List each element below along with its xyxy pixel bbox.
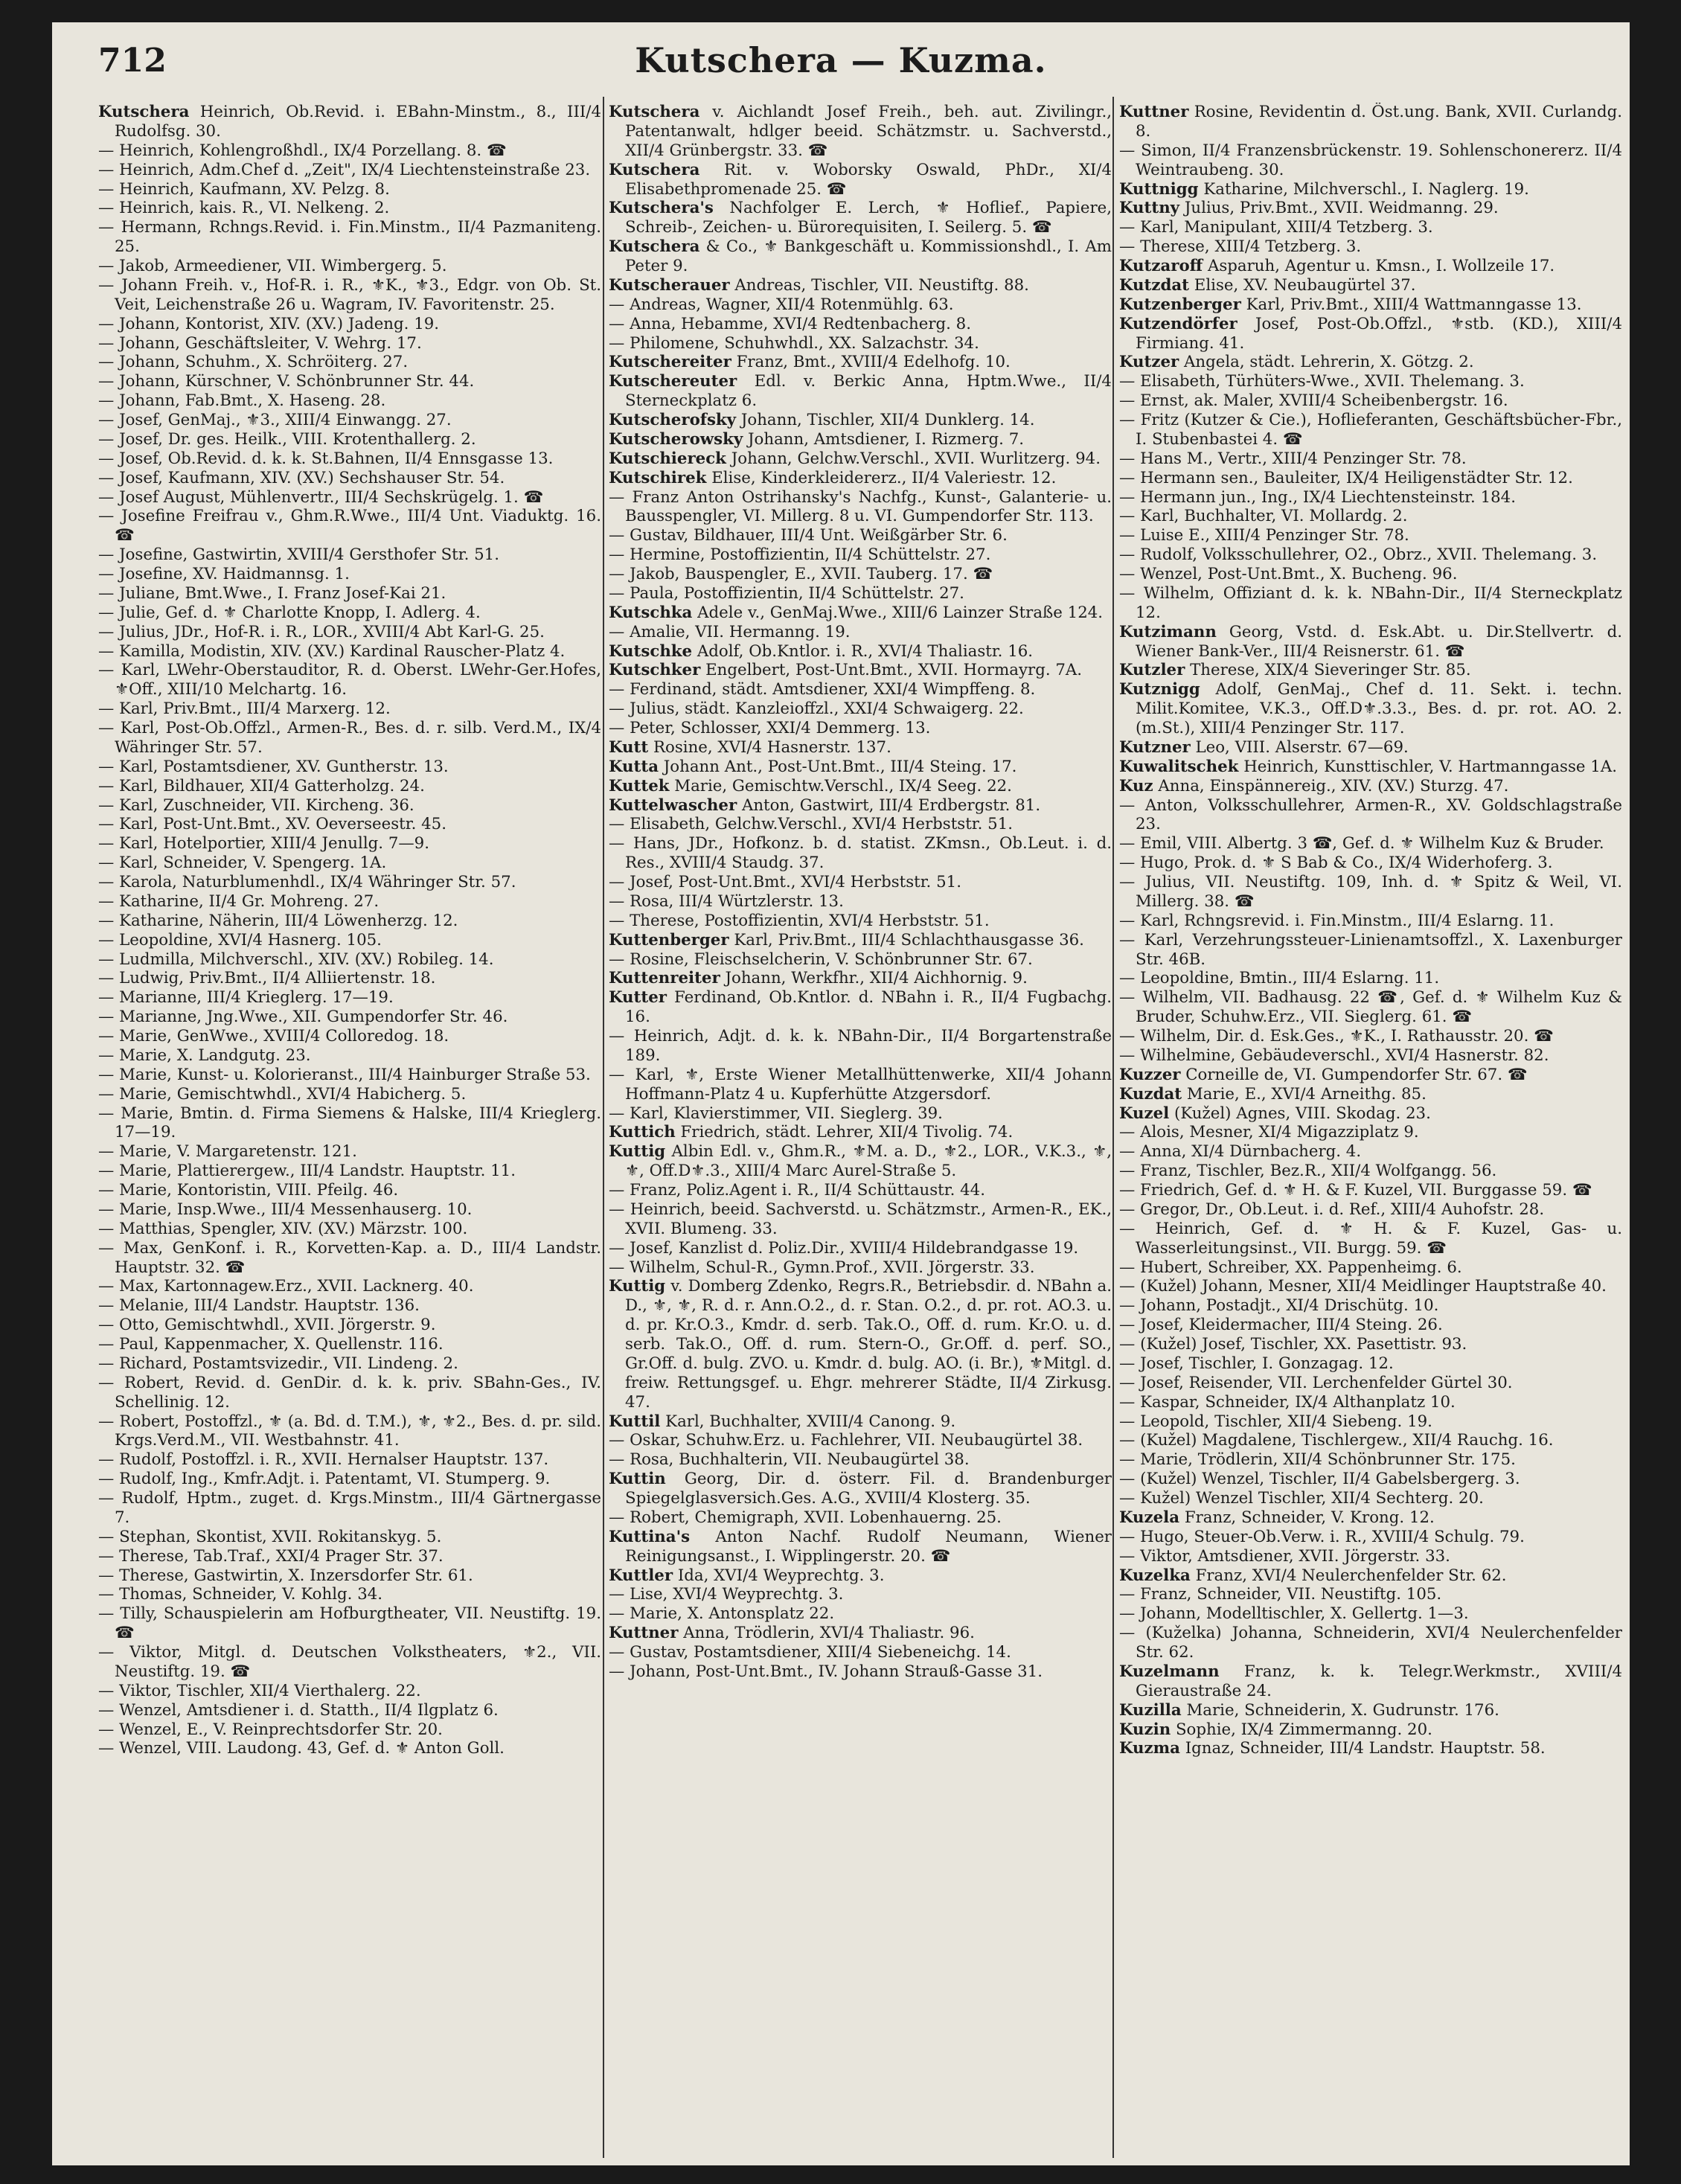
directory-entry: Kutschereuter Edl. v. Berkic Anna, Hptm.Wwe., II/4 Sterneckplatz 6. xyxy=(609,372,1112,411)
entry-surname: Kutzenberger xyxy=(1119,295,1241,314)
directory-entry: — Karl, LWehr-Oberstauditor, R. d. Oberst. LWehr-Ger.Hofes, ⚜Off., XIII/10 Melchartg. 16. xyxy=(98,661,601,699)
directory-entry: — Peter, Schlosser, XXI/4 Demmerg. 13. xyxy=(609,719,931,737)
directory-entry: — Andreas, Wagner, XII/4 Rotenmühlg. 63. xyxy=(609,295,954,314)
directory-entry: — Marie, Kontoristin, VIII. Pfeilg. 46. xyxy=(98,1181,399,1200)
directory-entry: — Gustav, Bildhauer, III/4 Unt. Weißgärber Str. 6. xyxy=(609,526,1008,545)
entry-surname: Kuttelwascher xyxy=(609,795,737,815)
directory-entry: — Wilhelm, Schul-R., Gymn.Prof., XVII. Jörgerstr. 33. xyxy=(609,1258,1035,1277)
directory-entry: Kutschiereck Johann, Gelchw.Verschl., XVII. Wurlitzerg. 94. xyxy=(609,449,1101,468)
directory-entry: — Wilhelm, Dir. d. Esk.Ges., ⚜K., I. Rathausstr. 20. ☎ xyxy=(1119,1027,1554,1045)
directory-entry: — Rudolf, Postoffzl. i. R., XVII. Hernalser Hauptstr. 137. xyxy=(98,1450,549,1470)
directory-entry: — Wenzel, VIII. Laudong. 43, Gef. d. ⚜ Anton Goll. xyxy=(98,1739,505,1758)
directory-entry: — Hans, JDr., Hofkonz. b. d. statist. ZKmsn., Ob.Leut. i. d. Res., XVIII/4 Staudg. 37. xyxy=(609,834,1112,873)
directory-entry: — Paul, Kappenmacher, X. Quellenstr. 116. xyxy=(98,1335,444,1354)
directory-entry: — Marie, Gemischtwhdl., XVI/4 Habicherg. 5. xyxy=(98,1084,467,1104)
directory-entry: — Karl, Post-Unt.Bmt., XV. Oeverseestr. 45. xyxy=(98,815,446,834)
directory-entry: — Wenzel, Amtsdiener i. d. Statth., II/4 Ilgplatz 6. xyxy=(98,1700,499,1720)
directory-entry: Kuzelka Franz, XVI/4 Neulerchenfelder Str. 62. xyxy=(1119,1566,1507,1585)
directory-entry: — Rosa, III/4 Würtzlerstr. 13. xyxy=(609,891,844,911)
entry-surname: Kutschera xyxy=(609,160,700,179)
entry-surname: Kutschera xyxy=(609,237,700,257)
entry-surname: Kuttina's xyxy=(609,1527,691,1546)
directory-entry: — Josef, GenMaj., ⚜3., XIII/4 Einwangg. 27. xyxy=(98,411,452,429)
directory-entry: — Heinrich, Adjt. d. k. k. NBahn-Dir., II/4 Borgartenstraße 189. xyxy=(609,1027,1112,1065)
directory-entry: — Marie, GenWwe., XVIII/4 Colloredog. 18. xyxy=(98,1027,449,1045)
directory-entry: — Max, GenKonf. i. R., Korvetten-Kap. a. D., III/4 Landstr. Hauptstr. 32. ☎ xyxy=(98,1238,601,1277)
directory-entry: — Jakob, Armeediener, VII. Wimbergerg. 5. xyxy=(98,257,447,275)
directory-entry: — Hans M., Vertr., XIII/4 Penzinger Str. 78. xyxy=(1119,449,1467,468)
directory-entry: Kuttig v. Domberg Zdenko, Regrs.R., Betriebsdir. d. NBahn a. D., ⚜, ⚜, R. d. r. Ann.O.2., d. r. Stan. O.2., d. pr. rot. AO.3. u. d. pr. Kr.O.3., Kmdr. d. serb. Tak.O., Off. d. rum. Kr.O. u. d. serb. Tak.O., Off. d. rum. Stern-O., Gr.Off. d. perf. SO., Gr.Off. d. bulg. ZVO. u. Kmdr. d. bulg. AO. (i. Br.), ⚜Mitgl. d. freiw. Rettungsgef. u. Ehgr. mehrerer Städte, II/4 Zirkusg. 47. xyxy=(609,1277,1112,1412)
directory-entry: — Otto, Gemischtwhdl., XVII. Jörgerstr. 9. xyxy=(98,1316,436,1335)
directory-entry: Kutscherofsky Johann, Tischler, XII/4 Dunklerg. 14. xyxy=(609,411,1035,429)
entry-surname: Kuttenberger xyxy=(609,930,729,950)
directory-entry: — Marie, X. Antonsplatz 22. xyxy=(609,1604,835,1624)
directory-entry: — Ernst, ak. Maler, XVIII/4 Scheibenbergstr. 16. xyxy=(1119,391,1508,411)
directory-entry: — Wilhelmine, Gebäudeverschl., XVI/4 Hasnerstr. 82. xyxy=(1119,1045,1549,1065)
directory-entry: — Marie, V. Margaretenstr. 121. xyxy=(98,1142,357,1162)
directory-entry: Kuttelwascher Anton, Gastwirt, III/4 Erdbergstr. 81. xyxy=(609,795,1041,815)
directory-entry: Kuwalitschek Heinrich, Kunsttischler, V. Hartmanngasse 1A. xyxy=(1119,757,1617,776)
directory-entry: — Karola, Naturblumenhdl., IX/4 Währinger Str. 57. xyxy=(98,873,516,891)
directory-entry: Kuzel (Kužel) Agnes, VIII. Skodag. 23. xyxy=(1119,1104,1431,1123)
directory-column-2 xyxy=(609,103,1112,2156)
directory-entry: Kuzilla Marie, Schneiderin, X. Gudrunstr. 176. xyxy=(1119,1700,1499,1720)
directory-entry: Kuttich Friedrich, städt. Lehrer, XII/4 Tivolig. 74. xyxy=(609,1123,1014,1142)
directory-entry: Kutter Ferdinand, Ob.Kntlor. d. NBahn i. R., II/4 Fugbachg. 16. xyxy=(609,988,1112,1027)
directory-entry: — Karl, Hotelportier, XIII/4 Jenullg. 7—9. xyxy=(98,834,429,854)
directory-entry: — Rosine, Fleischselcherin, V. Schönbrunner Str. 67. xyxy=(609,950,1033,969)
directory-entry: — Hubert, Schreiber, XX. Pappenheimg. 6. xyxy=(1119,1258,1462,1277)
directory-entry: — Ferdinand, städt. Amtsdiener, XXI/4 Wimpffeng. 8. xyxy=(609,680,1036,699)
directory-entry: — Heinrich, Kohlengroßhdl., IX/4 Porzellang. 8. ☎ xyxy=(98,141,507,160)
entry-surname: Kuzin xyxy=(1119,1720,1171,1739)
directory-entry: — Heinrich, Kaufmann, XV. Pelzg. 8. xyxy=(98,179,390,199)
entry-surname: Kutt xyxy=(609,737,649,757)
directory-entry: Kuzin Sophie, IX/4 Zimmermanng. 20. xyxy=(1119,1720,1432,1739)
directory-entry: — Richard, Postamtsvizedir., VII. Lindeng. 2. xyxy=(98,1354,458,1373)
entry-surname: Kuzdat xyxy=(1119,1084,1182,1104)
entry-surname: Kuzelmann xyxy=(1119,1662,1220,1681)
directory-entry: — Jakob, Bauspengler, E., XVII. Tauberg. 17. ☎ xyxy=(609,565,993,583)
directory-entry: — Karl, Verzehrungssteuer-Linienamtsoffzl., X. Laxenburger Str. 46B. xyxy=(1119,930,1622,969)
directory-entry: Kuttenberger Karl, Priv.Bmt., III/4 Schlachthausgasse 36. xyxy=(609,930,1084,950)
directory-entry: Kutzenberger Karl, Priv.Bmt., XIII/4 Wattmanngasse 13. xyxy=(1119,295,1582,314)
directory-entry: Kutzner Leo, VIII. Alserstr. 67—69. xyxy=(1119,737,1409,757)
directory-entry: Kutzimann Georg, Vstd. d. Esk.Abt. u. Dir.Stellvertr. d. Wiener Bank-Ver., III/4 Reisnerstr. 61. ☎ xyxy=(1119,622,1622,661)
entry-surname: Kuwalitschek xyxy=(1119,757,1239,776)
directory-entry: — Viktor, Mitgl. d. Deutschen Volkstheaters, ⚜2., VII. Neustiftg. 19. ☎ xyxy=(98,1643,601,1681)
directory-entry: Kuttina's Anton Nachf. Rudolf Neumann, Wiener Reinigungsanst., I. Wipplingerstr. 20. ☎ xyxy=(609,1527,1112,1566)
directory-entry: — Philomene, Schuhwhdl., XX. Salzachstr. 34. xyxy=(609,333,979,353)
entry-surname: Kutschke xyxy=(609,641,693,661)
directory-entry: — Hermann jun., Ing., IX/4 Liechtensteinstr. 184. xyxy=(1119,487,1516,507)
directory-entry: — (Kužel) Wenzel, Tischler, II/4 Gabelsbergerg. 3. xyxy=(1119,1470,1520,1489)
directory-entry: Kutta Johann Ant., Post-Unt.Bmt., III/4 Steing. 17. xyxy=(609,757,1017,776)
directory-entry: Kuzdat Marie, E., XVI/4 Arneithg. 85. xyxy=(1119,1084,1427,1104)
directory-entry: — Josefine, XV. Haidmannsg. 1. xyxy=(98,565,350,583)
directory-entry: — Josef, Kanzlist d. Poliz.Dir., XVIII/4 Hildebrandgasse 19. xyxy=(609,1238,1079,1258)
directory-entry: — Heinrich, Adm.Chef d. „Zeit", IX/4 Liechtensteinstraße 23. xyxy=(98,160,591,179)
directory-entry: — Marie, Kunst- u. Kolorieranst., III/4 Hainburger Straße 53. xyxy=(98,1065,591,1084)
directory-entry: Kutschera & Co., ⚜ Bankgeschäft u. Kommissionshdl., I. Am Peter 9. xyxy=(609,237,1112,275)
directory-entry: — Ludwig, Priv.Bmt., II/4 Alliiertenstr. 18. xyxy=(98,969,436,988)
directory-entry: Kutschker Engelbert, Post-Unt.Bmt., XVII. Hormayrg. 7A. xyxy=(609,661,1083,680)
entry-surname: Kutzler xyxy=(1119,661,1185,680)
entry-surname: Kutschera xyxy=(98,103,190,121)
directory-entry: Kutschereiter Franz, Bmt., XVIII/4 Edelhofg. 10. xyxy=(609,353,1011,372)
entry-surname: Kuttig xyxy=(609,1277,666,1296)
entry-surname: Kutscherauer xyxy=(609,275,730,295)
directory-entry: Kuzelmann Franz, k. k. Telegr.Werkmstr., XVIII/4 Gieraustraße 24. xyxy=(1119,1662,1622,1700)
directory-entry: — Ludmilla, Milchverschl., XIV. (XV.) Robileg. 14. xyxy=(98,950,494,969)
entry-surname: Kuttler xyxy=(609,1566,673,1585)
directory-entry: — Karl, Buchhalter, VI. Mollardg. 2. xyxy=(1119,507,1408,526)
directory-entry: — Heinrich, Gef. d. ⚜ H. & F. Kuzel, Gas- u. Wasserleitungsinst., VII. Burgg. 59. ☎ xyxy=(1119,1219,1622,1258)
directory-page xyxy=(52,22,1630,2165)
directory-entry: — Johann, Post-Unt.Bmt., IV. Johann Strauß-Gasse 31. xyxy=(609,1662,1043,1681)
directory-entry: — Anna, Hebamme, XVI/4 Redtenbacherg. 8. xyxy=(609,314,971,333)
directory-entry: — Karl, Priv.Bmt., III/4 Marxerg. 12. xyxy=(98,699,391,719)
directory-entry: Kutzendörfer Josef, Post-Ob.Offzl., ⚜stb. (KD.), XIII/4 Firmiang. 41. xyxy=(1119,314,1622,353)
directory-entry: Kutt Rosine, XVI/4 Hasnerstr. 137. xyxy=(609,737,891,757)
entry-surname: Kutschiereck xyxy=(609,449,726,468)
directory-entry: — Robert, Revid. d. GenDir. d. k. k. priv. SBahn-Ges., IV. Schellinig. 12. xyxy=(98,1373,601,1412)
directory-entry: — Josef August, Mühlenvertr., III/4 Sechskrügelg. 1. ☎ xyxy=(98,487,544,507)
directory-entry: — Robert, Postoffzl., ⚜ (a. Bd. d. T.M.), ⚜, ⚜2., Bes. d. pr. sild. Krgs.Verd.M., VII. Westbahnstr. 41. xyxy=(98,1412,601,1450)
directory-entry: — Franz, Schneider, VII. Neustiftg. 105. xyxy=(1119,1585,1442,1604)
directory-entry: Kuzela Franz, Schneider, V. Krong. 12. xyxy=(1119,1508,1435,1527)
directory-entry: — Katharine, II/4 Gr. Mohreng. 27. xyxy=(98,891,380,911)
directory-entry: — Karl, Klavierstimmer, VII. Sieglerg. 39. xyxy=(609,1104,943,1123)
directory-entry: — Oskar, Schuhw.Erz. u. Fachlehrer, VII. Neubaugürtel 38. xyxy=(609,1431,1083,1450)
directory-entry: — Melanie, III/4 Landstr. Hauptstr. 136. xyxy=(98,1296,420,1316)
directory-column-1 xyxy=(98,103,601,2156)
directory-entry: — Anna, XI/4 Dürnbacherg. 4. xyxy=(1119,1142,1362,1162)
directory-entry: — Viktor, Amtsdiener, XVII. Jörgerstr. 33. xyxy=(1119,1546,1450,1566)
directory-entry: Kuttil Karl, Buchhalter, XVIII/4 Canong. 9. xyxy=(609,1412,956,1431)
directory-entry: — Hugo, Steuer-Ob.Verw. i. R., XVIII/4 Schulg. 79. xyxy=(1119,1527,1525,1546)
directory-entry: Kutznigg Adolf, GenMaj., Chef d. 11. Sekt. i. techn. Milit.Komitee, V.K.3., Off.D⚜.3.3., Bes. d. pr. rot. AO. 2. (m.St.), XIII/4 Penzinger Str. 117. xyxy=(1119,680,1622,737)
entry-surname: Kuttner xyxy=(609,1624,679,1643)
directory-entry: — Heinrich, kais. R., VI. Nelkeng. 2. xyxy=(98,199,390,218)
directory-entry: — Marie, Trödlerin, XII/4 Schönbrunner Str. 175. xyxy=(1119,1450,1516,1470)
entry-surname: Kuttner xyxy=(1119,103,1189,121)
directory-entry: — Lise, XVI/4 Weyprechtg. 3. xyxy=(609,1585,844,1604)
directory-entry: Kutzdat Elise, XV. Neubaugürtel 37. xyxy=(1119,275,1416,295)
directory-entry: — Marie, X. Landgutg. 23. xyxy=(98,1045,311,1065)
entry-surname: Kutschirek xyxy=(609,468,707,487)
entry-surname: Kutschka xyxy=(609,603,693,622)
directory-entry: — Karl, Zuschneider, VII. Kircheng. 36. xyxy=(98,795,414,815)
entry-surname: Kutschereiter xyxy=(609,353,731,372)
directory-entry: — Franz Anton Ostrihansky's Nachfg., Kunst-, Galanterie- u. Bausspengler, VI. Millerg. 8 u. VI. Gumpendorfer Str. 113. xyxy=(609,487,1112,526)
directory-entry: — Heinrich, beeid. Sachverstd. u. Schätzmstr., Armen-R., EK., XVII. Blumeng. 33. xyxy=(609,1200,1112,1238)
directory-entry: — Karl, Post-Ob.Offzl., Armen-R., Bes. d. r. silb. Verd.M., IX/4 Währinger Str. 57. xyxy=(98,719,601,757)
directory-entry: — Kužel) Wenzel Tischler, XII/4 Sechterg. 20. xyxy=(1119,1489,1484,1508)
directory-entry: — Josef, Dr. ges. Heilk., VIII. Krotenthallerg. 2. xyxy=(98,429,476,449)
entry-surname: Kutznigg xyxy=(1119,680,1200,699)
directory-entry: — (Kužel) Magdalene, Tischlergew., XII/4 Rauchg. 16. xyxy=(1119,1431,1554,1450)
directory-entry: — Josef, Ob.Revid. d. k. k. St.Bahnen, II/4 Ennsgasse 13. xyxy=(98,449,554,468)
directory-entry: — Josef, Kleidermacher, III/4 Steing. 26. xyxy=(1119,1316,1443,1335)
directory-entry: — Karl, Manipulant, XIII/4 Tetzberg. 3. xyxy=(1119,218,1433,237)
directory-entry: — Hugo, Prok. d. ⚜ S Bab & Co., IX/4 Widerhoferg. 3. xyxy=(1119,854,1553,873)
directory-entry: — Friedrich, Gef. d. ⚜ H. & F. Kuzel, VII. Burggasse 59. ☎ xyxy=(1119,1181,1592,1200)
directory-entry: — Luise E., XIII/4 Penzinger Str. 78. xyxy=(1119,526,1409,545)
directory-entry: — Alois, Mesner, XI/4 Migazziplatz 9. xyxy=(1119,1123,1419,1142)
directory-entry: — Tilly, Schauspielerin am Hofburgtheater, VII. Neustiftg. 19. ☎ xyxy=(98,1604,601,1643)
page-number: 712 xyxy=(98,42,167,80)
directory-entry: Kutschera v. Aichlandt Josef Freih., beh. aut. Zivilingr., Patentanwalt, hdlger beeid. Schätzmstr. u. Sachverstd., XII/4 Grünbergstr. 33. ☎ xyxy=(609,103,1112,160)
directory-entry: — Wenzel, E., V. Reinprechtsdorfer Str. 20. xyxy=(98,1720,443,1739)
directory-entry: Kuttler Ida, XVI/4 Weyprechtg. 3. xyxy=(609,1566,885,1585)
entry-surname: Kutschker xyxy=(609,661,701,680)
directory-entry: Kutzer Angela, städt. Lehrerin, X. Götzg. 2. xyxy=(1119,353,1474,372)
directory-entry: — Johann, Kontorist, XIV. (XV.) Jadeng. 19. xyxy=(98,314,440,333)
directory-entry: — Rosa, Buchhalterin, VII. Neubaugürtel 38. xyxy=(609,1450,970,1470)
directory-entry: — Karl, Rchngsrevid. i. Fin.Minstm., III/4 Eslarng. 11. xyxy=(1119,911,1554,930)
directory-entry: Kutscherauer Andreas, Tischler, VII. Neustiftg. 88. xyxy=(609,275,1029,295)
entry-surname: Kuttig xyxy=(609,1142,666,1162)
directory-entry: — Julie, Gef. d. ⚜ Charlotte Knopp, I. Adlerg. 4. xyxy=(98,603,481,622)
entry-surname: Kutzner xyxy=(1119,737,1191,757)
entry-surname: Kutschereuter xyxy=(609,372,737,391)
directory-entry: — Marie, Bmtin. d. Firma Siemens & Halske, III/4 Krieglerg. 17—19. xyxy=(98,1104,601,1142)
directory-entry: — Marianne, III/4 Krieglerg. 17—19. xyxy=(98,988,394,1008)
entry-surname: Kutschera's xyxy=(609,199,714,218)
directory-entry: — Josef, Post-Unt.Bmt., XVI/4 Herbststr. 51. xyxy=(609,873,961,891)
directory-entry: — Elisabeth, Türhüters-Wwe., XVII. Thelemang. 3. xyxy=(1119,372,1525,391)
directory-entry: — Franz, Poliz.Agent i. R., II/4 Schüttaustr. 44. xyxy=(609,1181,985,1200)
directory-entry: — (Kuželka) Johanna, Schneiderin, XVI/4 Neulerchenfelder Str. 62. xyxy=(1119,1624,1622,1662)
directory-entry: — Johann Freih. v., Hof-R. i. R., ⚜K., ⚜3., Edgr. von Ob. St. Veit, Leichenstraße 26 u. Wagram, IV. Favoritenstr. 25. xyxy=(98,275,601,314)
entry-surname: Kutzendörfer xyxy=(1119,314,1237,333)
directory-entry: — Gustav, Postamtsdiener, XIII/4 Siebeneichg. 14. xyxy=(609,1643,1011,1662)
directory-entry: — Josef, Tischler, I. Gonzagag. 12. xyxy=(1119,1354,1394,1373)
entry-surname: Kutter xyxy=(609,988,667,1008)
directory-entry: — Johann, Fab.Bmt., X. Haseng. 28. xyxy=(98,391,386,411)
entry-surname: Kuz xyxy=(1119,776,1153,795)
directory-column-3 xyxy=(1119,103,1622,2156)
directory-entry: Kuttek Marie, Gemischtw.Verschl., IX/4 Seeg. 22. xyxy=(609,776,1012,795)
directory-entry: — Josef, Kaufmann, XIV. (XV.) Sechshauser Str. 54. xyxy=(98,468,505,487)
directory-entry: — Wilhelm, Offiziant d. k. k. NBahn-Dir., II/4 Sterneckplatz 12. xyxy=(1119,583,1622,622)
entry-surname: Kutta xyxy=(609,757,659,776)
directory-entry: Kutscherowsky Johann, Amtsdiener, I. Rizmerg. 7. xyxy=(609,429,1025,449)
directory-entry: — Rudolf, Ing., Kmfr.Adjt. i. Patentamt, VI. Stumperg. 9. xyxy=(98,1470,551,1489)
directory-entry: Kuttner Rosine, Revidentin d. Öst.ung. Bank, XVII. Curlandg. 8. xyxy=(1119,103,1622,141)
directory-entry: — Matthias, Spengler, XIV. (XV.) Märzstr. 100. xyxy=(98,1219,468,1238)
directory-entry: — Therese, Gastwirtin, X. Inzersdorfer Str. 61. xyxy=(98,1566,473,1585)
directory-entry: — Thomas, Schneider, V. Kohlg. 34. xyxy=(98,1585,383,1604)
entry-surname: Kutschera xyxy=(609,103,700,121)
directory-entry: — Katharine, Näherin, III/4 Löwenherzg. 12. xyxy=(98,911,458,930)
directory-entry: — Leopoldine, XVI/4 Hasnerg. 105. xyxy=(98,930,382,950)
directory-entry: — Emil, VIII. Albertg. 3 ☎, Gef. d. ⚜ Wilhelm Kuz & Bruder. xyxy=(1119,834,1604,854)
directory-entry: Kuz Anna, Einspännereig., XIV. (XV.) Sturzg. 47. xyxy=(1119,776,1509,795)
directory-entry: — Marie, Insp.Wwe., III/4 Messenhauserg. 10. xyxy=(98,1200,473,1219)
entry-surname: Kutzdat xyxy=(1119,275,1189,295)
entry-surname: Kutzaroff xyxy=(1119,257,1203,275)
directory-entry: — Johann, Postadjt., XI/4 Drischütg. 10. xyxy=(1119,1296,1439,1316)
entry-surname: Kuzilla xyxy=(1119,1700,1182,1720)
directory-entry: — Karl, Bildhauer, XII/4 Gatterholzg. 24. xyxy=(98,776,425,795)
directory-entry: Kutzaroff Asparuh, Agentur u. Kmsn., I. Wollzeile 17. xyxy=(1119,257,1555,275)
directory-entry: Kutzler Therese, XIX/4 Sieveringer Str. 85. xyxy=(1119,661,1471,680)
directory-entry: Kutschera's Nachfolger E. Lerch, ⚜ Hoflief., Papiere, Schreib-, Zeichen- u. Bürorequisiten, I. Seilerg. 5. ☎ xyxy=(609,199,1112,237)
directory-entry: — Hermine, Postoffizientin, II/4 Schüttelstr. 27. xyxy=(609,545,991,565)
directory-entry: — Amalie, VII. Hermanng. 19. xyxy=(609,622,851,641)
directory-entry: — Karl, Postamtsdiener, XV. Guntherstr. 13. xyxy=(98,757,449,776)
directory-entry: — Marianne, Jng.Wwe., XII. Gumpendorfer Str. 46. xyxy=(98,1008,508,1027)
directory-entry: — Therese, Tab.Traf., XXI/4 Prager Str. 37. xyxy=(98,1546,444,1566)
directory-entry: — Johann, Kürschner, V. Schönbrunner Str. 44. xyxy=(98,372,475,391)
page-title: Kutschera — Kuzma. xyxy=(635,40,1047,80)
entry-surname: Kuttin xyxy=(609,1470,666,1489)
directory-entry: — Josef, Reisender, VII. Lerchenfelder Gürtel 30. xyxy=(1119,1373,1513,1392)
directory-entry: — Johann, Geschäftsleiter, V. Wehrg. 17. xyxy=(98,333,422,353)
directory-entry: — Max, Kartonnagew.Erz., XVII. Lacknerg. 40. xyxy=(98,1277,474,1296)
directory-entry: — Anton, Volksschullehrer, Armen-R., XV. Goldschlagstraße 23. xyxy=(1119,795,1622,834)
directory-entry: — Gregor, Dr., Ob.Leut. i. d. Ref., XIII/4 Auhofstr. 28. xyxy=(1119,1200,1545,1219)
directory-entry: — Simon, II/4 Franzensbrückenstr. 19. Sohlenschonererz. II/4 Weintraubeng. 30. xyxy=(1119,141,1622,179)
directory-entry: Kuzma Ignaz, Schneider, III/4 Landstr. Hauptstr. 58. xyxy=(1119,1739,1546,1758)
directory-entry: Kuttenreiter Johann, Werkfhr., XII/4 Aichhornig. 9. xyxy=(609,969,1028,988)
entry-surname: Kuzel xyxy=(1119,1104,1170,1123)
entry-surname: Kutscherofsky xyxy=(609,411,737,429)
directory-entry: Kutschera Rit. v. Woborsky Oswald, PhDr., XI/4 Elisabethpromenade 25. ☎ xyxy=(609,160,1112,199)
directory-entry: — Marie, Plattierergew., III/4 Landstr. Hauptstr. 11. xyxy=(98,1162,516,1181)
directory-entry: — Kaspar, Schneider, IX/4 Althanplatz 10. xyxy=(1119,1392,1456,1412)
entry-surname: Kuttny xyxy=(1119,199,1180,218)
directory-entry: — Hermann, Rchngs.Revid. i. Fin.Minstm., II/4 Pazmaniteng. 25. xyxy=(98,218,601,257)
entry-surname: Kuttich xyxy=(609,1123,676,1142)
column-divider xyxy=(1112,97,1114,2158)
entry-surname: Kuzela xyxy=(1119,1508,1180,1527)
directory-entry: — Wilhelm, VII. Badhausg. 22 ☎, Gef. d. ⚜ Wilhelm Kuz & Bruder, Schuhw.Erz., VII. Sieglerg. 61. ☎ xyxy=(1119,988,1622,1027)
directory-entry: — Leopold, Tischler, XII/4 Siebeng. 19. xyxy=(1119,1412,1432,1431)
directory-entry: — Rudolf, Volksschullehrer, O2., Obrz., XVII. Thelemang. 3. xyxy=(1119,545,1598,565)
entry-surname: Kuttek xyxy=(609,776,670,795)
directory-entry: Kuttig Albin Edl. v., Ghm.R., ⚜M. a. D., ⚜2., LOR., V.K.3., ⚜, ⚜, Off.D⚜.3., XIII/4 Marc Aurel-Straße 5. xyxy=(609,1142,1112,1181)
entry-surname: Kutzimann xyxy=(1119,622,1217,641)
directory-entry: Kutschke Adolf, Ob.Kntlor. i. R., XVI/4 Thaliastr. 16. xyxy=(609,641,1034,661)
entry-surname: Kuttil xyxy=(609,1412,661,1431)
directory-entry: Kutschirek Elise, Kinderkleidererz., II/4 Valeriestr. 12. xyxy=(609,468,1057,487)
directory-entry: — Julius, städt. Kanzleioffzl., XXI/4 Schwaigerg. 22. xyxy=(609,699,1024,719)
directory-entry: Kuttin Georg, Dir. d. österr. Fil. d. Brandenburger Spiegelglasversich.Ges. A.G., XVIII/4 Klosterg. 35. xyxy=(609,1470,1112,1508)
directory-entry: Kuttner Anna, Trödlerin, XVI/4 Thaliastr. 96. xyxy=(609,1624,975,1643)
directory-entry: — Leopoldine, Bmtin., III/4 Eslarng. 11. xyxy=(1119,969,1440,988)
directory-entry: — (Kužel) Johann, Mesner, XII/4 Meidlinger Hauptstraße 40. xyxy=(1119,1277,1607,1296)
entry-surname: Kuzzer xyxy=(1119,1065,1181,1084)
directory-entry: — Rudolf, Hptm., zuget. d. Krgs.Minstm., III/4 Gärtnergasse 7. xyxy=(98,1489,601,1527)
column-divider xyxy=(603,97,604,2158)
directory-entry: — Julius, VII. Neustiftg. 109, Inh. d. ⚜ Spitz & Weil, VI. Millerg. 38. ☎ xyxy=(1119,873,1622,911)
directory-entry: Kuttnigg Katharine, Milchverschl., I. Naglerg. 19. xyxy=(1119,179,1529,199)
directory-entry: — Elisabeth, Gelchw.Verschl., XVI/4 Herbststr. 51. xyxy=(609,815,1014,834)
directory-entry: Kutschera Heinrich, Ob.Revid. i. EBahn-Minstm., 8., III/4 Rudolfsg. 30. xyxy=(98,103,601,141)
directory-entry: — Hermann sen., Bauleiter, IX/4 Heiligenstädter Str. 12. xyxy=(1119,468,1573,487)
directory-entry: — Johann, Modelltischler, X. Gellertg. 1—3. xyxy=(1119,1604,1469,1624)
directory-entry: — Julius, JDr., Hof-R. i. R., LOR., XVIII/4 Abt Karl-G. 25. xyxy=(98,622,545,641)
directory-entry: — Juliane, Bmt.Wwe., I. Franz Josef-Kai 21. xyxy=(98,583,446,603)
directory-entry: — (Kužel) Josef, Tischler, XX. Pasettistr. 93. xyxy=(1119,1335,1467,1354)
directory-entry: Kuzzer Corneille de, VI. Gumpendorfer Str. 67. ☎ xyxy=(1119,1065,1528,1084)
entry-surname: Kuzma xyxy=(1119,1739,1180,1758)
entry-surname: Kuttenreiter xyxy=(609,969,720,988)
entry-surname: Kutzer xyxy=(1119,353,1179,372)
directory-entry: — Therese, XIII/4 Tetzberg. 3. xyxy=(1119,237,1362,257)
entry-surname: Kutscherowsky xyxy=(609,429,743,449)
directory-entry: — Karl, ⚜, Erste Wiener Metallhüttenwerke, XII/4 Johann Hoffmann-Platz 4 u. Kupferhütte Atzgersdorf. xyxy=(609,1065,1112,1104)
directory-entry: Kuttny Julius, Priv.Bmt., XVII. Weidmanng. 29. xyxy=(1119,199,1499,218)
directory-entry: — Robert, Chemigraph, XVII. Lobenhauerng. 25. xyxy=(609,1508,1002,1527)
directory-entry: — Franz, Tischler, Bez.R., XII/4 Wolfgangg. 56. xyxy=(1119,1162,1497,1181)
directory-entry: — Kamilla, Modistin, XIV. (XV.) Kardinal Rauscher-Platz 4. xyxy=(98,641,566,661)
directory-entry: — Therese, Postoffizientin, XVI/4 Herbststr. 51. xyxy=(609,911,990,930)
directory-entry: — Paula, Postoffizientin, II/4 Schüttelstr. 27. xyxy=(609,583,964,603)
entry-surname: Kuttnigg xyxy=(1119,179,1199,199)
directory-entry: — Josefine, Gastwirtin, XVIII/4 Gersthofer Str. 51. xyxy=(98,545,499,565)
directory-entry: — Fritz (Kutzer & Cie.), Hoflieferanten, Geschäftsbücher-Fbr., I. Stubenbastei 4. ☎ xyxy=(1119,411,1622,449)
directory-entry: — Stephan, Skontist, XVII. Rokitanskyg. 5. xyxy=(98,1527,442,1546)
directory-entry: — Karl, Schneider, V. Spengerg. 1A. xyxy=(98,854,387,873)
directory-entry: — Johann, Schuhm., X. Schröiterg. 27. xyxy=(98,353,409,372)
directory-entry: Kutschka Adele v., GenMaj.Wwe., XIII/6 Lainzer Straße 124. xyxy=(609,603,1104,622)
directory-entry: — Wenzel, Post-Unt.Bmt., X. Bucheng. 96. xyxy=(1119,565,1458,583)
entry-surname: Kuzelka xyxy=(1119,1566,1191,1585)
directory-entry: — Viktor, Tischler, XII/4 Vierthalerg. 22. xyxy=(98,1681,421,1700)
directory-entry: — Josefine Freifrau v., Ghm.R.Wwe., III/4 Unt. Viaduktg. 16. ☎ xyxy=(98,507,601,545)
